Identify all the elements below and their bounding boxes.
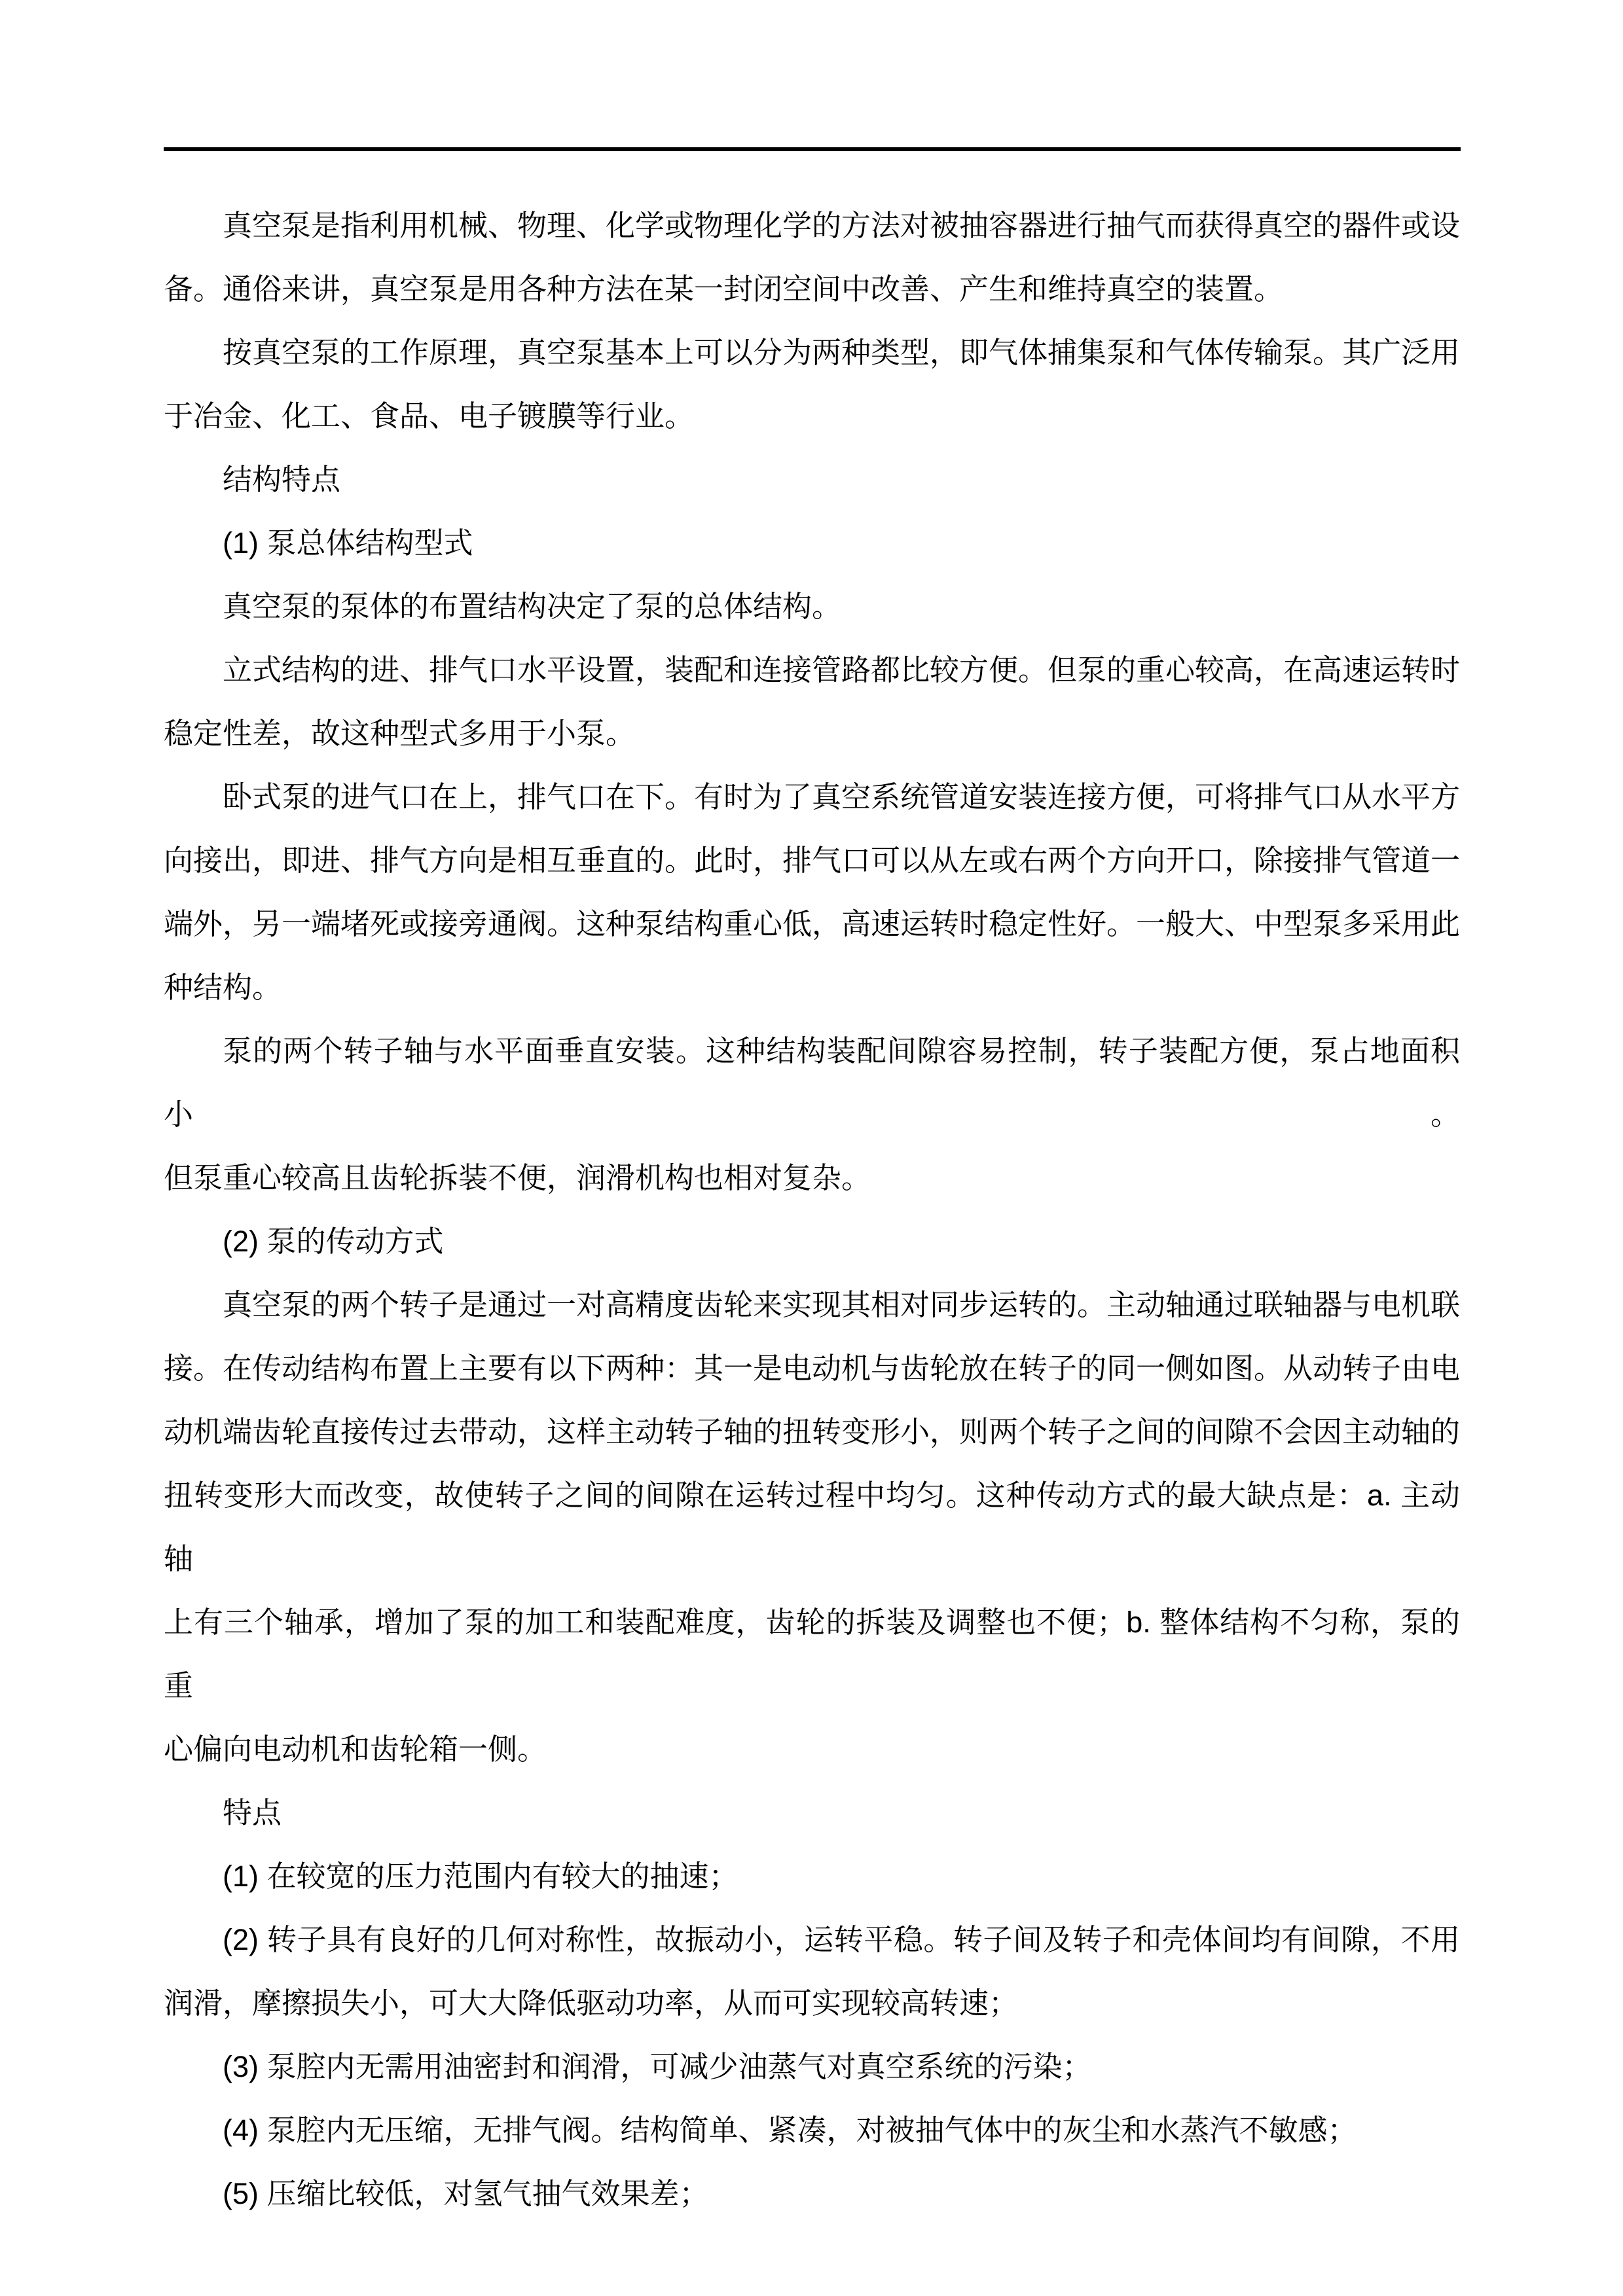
text-line: 真空泵的泵体的布置结构决定了泵的总体结构。 <box>223 590 842 623</box>
text-line: (4) 泵腔内无压缩，无排气阀。结构简单、紧凑，对被抽气体中的灰尘和水蒸汽不敏感； <box>223 2113 1357 2147</box>
text-line: 立式结构的进、排气口水平设置，装配和连接管路都比较方便。但泵的重心较高，在高速运转时 <box>223 653 1461 687</box>
text-line: 卧式泵的进气口在上，排气口在下。有时为了真空系统管道安装连接方便，可将排气口从水平方 <box>223 780 1461 814</box>
text-line: (3) 泵腔内无需用油密封和润滑，可减少油蒸气对真空系统的污染； <box>223 2050 1092 2083</box>
text-line: 真空泵的两个转子是通过一对高精度齿轮来实现其相对同步运转的。主动轴通过联轴器与电机联 <box>223 1288 1461 1321</box>
text-line: 特点 <box>223 1796 282 1829</box>
text-line: 润滑，摩擦损失小，可大大降低驱动功率，从而可实现较高转速； <box>164 1986 1019 2020</box>
text-line: (1) 在较宽的压力范围内有较大的抽速； <box>223 1859 739 1893</box>
text-line: 稳定性差，故这种型式多用于小泵。 <box>164 717 636 750</box>
text-line: 扭转变形大而改变，故使转子之间的间隙在运转过程中均匀。这种传动方式的最大缺点是：a. 主动轴 <box>164 1479 1460 1575</box>
text-line: (1) 泵总体结构型式 <box>223 526 473 560</box>
text-line: 于冶金、化工、食品、电子镀膜等行业。 <box>164 399 695 433</box>
text-block <box>164 194 1460 2225</box>
text-line: (2) 泵的传动方式 <box>223 1225 444 1258</box>
header-rule <box>164 147 1461 151</box>
text-line: 结构特点 <box>223 463 341 496</box>
text-line: 真空泵是指利用机械、物理、化学或物理化学的方法对被抽容器进行抽气而获得真空的器件或设 <box>223 209 1461 242</box>
text-line: 按真空泵的工作原理，真空泵基本上可以分为两种类型，即气体捕集泵和气体传输泵。其广泛用 <box>223 336 1461 369</box>
text-line: 端外，另一端堵死或接旁通阀。这种泵结构重心低，高速运转时稳定性好。一般大、中型泵多采用此 <box>164 907 1461 941</box>
text-line: 动机端齿轮直接传过去带动，这样主动转子轴的扭转变形小，则两个转子之间的间隙不会因主动轴的 <box>164 1415 1461 1448</box>
text-line: 向接出，即进、排气方向是相互垂直的。此时，排气口可以从左或右两个方向开口，除接排气管道一 <box>164 844 1461 877</box>
text-line: 种结构。 <box>164 971 282 1004</box>
text-line: 接。在传动结构布置上主要有以下两种：其一是电动机与齿轮放在转子的同一侧如图。从动转子由电 <box>164 1352 1461 1385</box>
text-line: 备。通俗来讲，真空泵是用各种方法在某一封闭空间中改善、产生和维持真空的装置。 <box>164 272 1284 306</box>
text-line: 但泵重心较高且齿轮拆装不便，润滑机构也相对复杂。 <box>164 1161 871 1194</box>
text-line: 上有三个轴承，增加了泵的加工和装配难度，齿轮的拆装及调整也不便；b. 整体结构不匀称，泵的重 <box>164 1605 1460 1702</box>
text-line: (2) 转子具有良好的几何对称性，故振动小，运转平稳。转子间及转子和壳体间均有间隙，不用 <box>223 1923 1460 1956</box>
text-line: (5) 压缩比较低，对氢气抽气效果差； <box>223 2177 709 2210</box>
text-line: 泵的两个转子轴与水平面垂直安装。这种结构装配间隙容易控制，转子装配方便，泵占地面积小。 <box>164 1034 1460 1131</box>
text-line: 心偏向电动机和齿轮箱一侧。 <box>164 1732 547 1766</box>
